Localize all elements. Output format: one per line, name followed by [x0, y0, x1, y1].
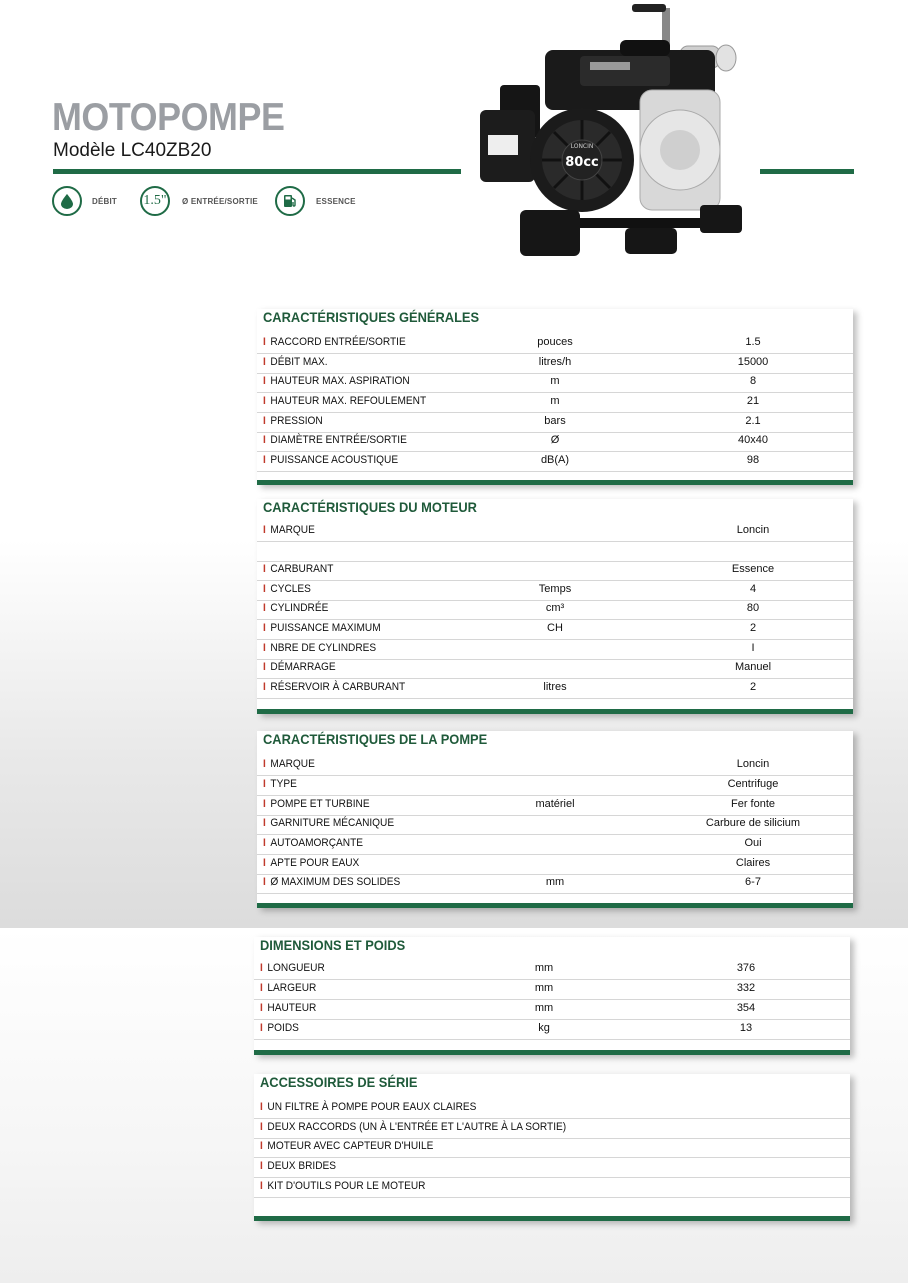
spec-unit: matériel: [535, 798, 575, 810]
spec-label: [260, 1002, 316, 1014]
spec-unit: mm: [534, 982, 554, 994]
spec-row: [254, 959, 850, 980]
spec-label: [263, 602, 328, 614]
spec-row: [254, 999, 850, 1020]
bullet-mark: I: [263, 563, 266, 575]
spec-value: Fer fonte: [730, 798, 776, 810]
spec-unit: cm³: [545, 602, 565, 614]
bullet-mark: I: [263, 434, 266, 446]
diameter-icon: [140, 186, 170, 216]
bullet-mark: I: [263, 681, 266, 693]
spec-label-text: DÉBIT MAX.: [270, 356, 328, 368]
spec-row: [257, 873, 853, 894]
bullet-mark: I: [260, 1101, 263, 1113]
spec-row: [257, 372, 853, 393]
header-rule-right: [760, 169, 854, 174]
spec-label-text: PUISSANCE ACOUSTIQUE: [270, 454, 399, 466]
spec-value: Loncin: [736, 524, 770, 536]
spec-label-text: CARBURANT: [270, 563, 334, 575]
spec-row: [257, 678, 853, 699]
spec-label: [263, 583, 311, 595]
spec-row: [254, 1157, 850, 1178]
spec-label-text: POIDS: [267, 1022, 299, 1034]
spec-unit: mm: [545, 876, 565, 888]
spec-row: [257, 541, 853, 562]
spec-label-text: MOTEUR AVEC CAPTEUR D'HUILE: [267, 1140, 434, 1152]
spec-label: [263, 642, 376, 654]
spec-label: [263, 454, 398, 466]
spec-label-text: GARNITURE MÉCANIQUE: [270, 817, 395, 829]
bullet-mark: I: [263, 602, 266, 614]
section-footer-bar: [254, 1050, 850, 1055]
spec-row: [254, 1098, 850, 1119]
section-title: ACCESSOIRES DE SÉRIE: [260, 1074, 418, 1090]
spec-label: [263, 837, 363, 849]
spec-value: 4: [749, 583, 757, 595]
spec-label: [263, 563, 333, 575]
spec-label: [263, 817, 394, 829]
spec-row: [257, 755, 853, 776]
spec-row: [257, 431, 853, 452]
spec-label-text: HAUTEUR: [267, 1002, 317, 1014]
spec-label: [260, 1140, 433, 1152]
spec-row: [254, 1137, 850, 1158]
spec-label-text: KIT D'OUTILS POUR LE MOTEUR: [267, 1180, 426, 1192]
bullet-mark: I: [263, 661, 266, 673]
spec-value: 1.5: [745, 336, 761, 348]
spec-label: [263, 778, 297, 790]
spec-label: [263, 758, 315, 770]
spec-label: [263, 375, 410, 387]
spec-unit: Ø: [550, 434, 560, 446]
spec-value: 98: [746, 454, 760, 466]
spec-label: [260, 962, 325, 974]
spec-label: [260, 1160, 336, 1172]
spec-value: 376: [736, 962, 756, 974]
spec-label: [263, 356, 328, 368]
fuel-pump-icon: [275, 186, 305, 216]
bullet-mark: I: [263, 837, 266, 849]
spec-row: [257, 392, 853, 413]
spec-label-text: AUTOAMORÇANTE: [270, 837, 364, 849]
bullet-mark: I: [263, 817, 266, 829]
spec-row: [257, 521, 853, 542]
spec-row: [254, 1019, 850, 1040]
spec-label: [260, 1180, 425, 1192]
spec-value: 21: [746, 395, 760, 407]
spec-value: 332: [736, 982, 756, 994]
spec-unit: m: [550, 375, 560, 387]
bullet-mark: I: [260, 1002, 263, 1014]
section-footer-bar: [257, 709, 853, 714]
spec-row: [254, 1177, 850, 1198]
spec-value: Oui: [744, 837, 762, 849]
bullet-mark: I: [263, 758, 266, 770]
spec-label: [263, 524, 315, 536]
spec-unit: dB(A): [540, 454, 570, 466]
spec-label: [263, 661, 336, 673]
section-pump: [257, 731, 853, 908]
section-accessories: [254, 1074, 850, 1221]
spec-label-text: LONGUEUR: [267, 962, 325, 974]
spec-label: [263, 857, 359, 869]
spec-unit: CH: [547, 622, 563, 634]
spec-value: Carbure de silicium: [705, 817, 801, 829]
spec-unit: bars: [544, 415, 566, 427]
spec-label-text: DIAMÈTRE ENTRÉE/SORTIE: [270, 434, 407, 446]
spec-row: [257, 412, 853, 433]
model-name: Modèle LC40ZB20: [53, 140, 212, 161]
page-title: MOTOPOMPE: [52, 96, 285, 139]
spec-label-text: DEUX RACCORDS (UN À L'ENTRÉE ET L'AUTRE À LA SORTIE): [267, 1121, 567, 1133]
diameter-icon-text: 1.5": [143, 193, 167, 208]
spec-unit: mm: [534, 962, 554, 974]
spec-value: 40x40: [738, 434, 768, 446]
section-title: CARACTÉRISTIQUES DE LA POMPE: [263, 731, 488, 747]
feature-label-diameter: Ø ENTRÉE/SORTIE: [182, 197, 258, 206]
spec-value: Manuel: [734, 661, 772, 673]
water-drop-icon: [52, 186, 82, 216]
section-engine: [257, 499, 853, 714]
bullet-mark: I: [260, 1160, 263, 1172]
spec-row: [257, 333, 853, 354]
spec-row: [257, 451, 853, 472]
section-footer-bar: [254, 1216, 850, 1221]
bullet-mark: I: [263, 876, 266, 888]
spec-label: [260, 1101, 476, 1113]
spec-unit: mm: [534, 1002, 554, 1014]
spec-row: [257, 775, 853, 796]
section-dimensions: [254, 937, 850, 1055]
bullet-mark: I: [263, 454, 266, 466]
bullet-mark: I: [263, 524, 266, 536]
section-footer-bar: [257, 480, 853, 485]
bullet-mark: I: [260, 1180, 263, 1192]
spec-row: [257, 580, 853, 601]
spec-label-text: Ø MAXIMUM DES SOLIDES: [270, 876, 401, 888]
bullet-mark: I: [263, 395, 266, 407]
spec-label: [263, 681, 405, 693]
spec-label: [260, 1121, 566, 1133]
motor-pump-image: [470, 0, 760, 262]
spec-value: 8: [749, 375, 757, 387]
spec-row: [257, 560, 853, 581]
bullet-mark: I: [260, 1022, 263, 1034]
spec-value: Essence: [731, 563, 775, 575]
spec-value: I: [751, 642, 755, 654]
spec-label-text: RACCORD ENTRÉE/SORTIE: [270, 336, 406, 348]
spec-value: 13: [739, 1022, 753, 1034]
spec-label: [263, 336, 406, 348]
spec-value: 354: [736, 1002, 756, 1014]
spec-label-text: HAUTEUR MAX. REFOULEMENT: [270, 395, 427, 407]
spec-unit: pouces: [537, 336, 573, 348]
spec-value: Claires: [735, 857, 771, 869]
section-title: CARACTÉRISTIQUES DU MOTEUR: [263, 499, 477, 515]
spec-value: 80: [746, 602, 760, 614]
spec-value: 2: [749, 622, 757, 634]
section-general: [257, 309, 853, 485]
bullet-mark: I: [263, 356, 266, 368]
spec-row: [257, 854, 853, 875]
spec-label: [263, 434, 407, 446]
spec-label-text: UN FILTRE À POMPE POUR EAUX CLAIRES: [267, 1101, 477, 1113]
spec-row: [257, 353, 853, 374]
bullet-mark: I: [263, 336, 266, 348]
spec-label-text: CYLINDRÉE: [270, 602, 329, 614]
spec-label-text: NBRE DE CYLINDRES: [270, 642, 377, 654]
spec-unit: litres: [543, 681, 567, 693]
spec-value: 15000: [737, 356, 769, 368]
spec-row: [257, 599, 853, 620]
spec-label-text: HAUTEUR MAX. ASPIRATION: [270, 375, 410, 387]
spec-row: [257, 795, 853, 816]
bullet-mark: I: [260, 982, 263, 994]
spec-value: 2: [749, 681, 757, 693]
bullet-mark: I: [263, 778, 266, 790]
spec-unit: Temps: [538, 583, 572, 595]
bullet-mark: I: [263, 798, 266, 810]
spec-row: [254, 1118, 850, 1139]
spec-value: 2.1: [745, 415, 761, 427]
spec-row: [257, 619, 853, 640]
bullet-mark: I: [263, 415, 266, 427]
bullet-mark: I: [263, 857, 266, 869]
spec-unit: kg: [538, 1022, 550, 1034]
spec-label: [260, 1022, 299, 1034]
spec-label: [260, 982, 316, 994]
section-footer-bar: [257, 903, 853, 908]
header-rule-left: [53, 169, 461, 174]
spec-label: [263, 876, 400, 888]
section-title: DIMENSIONS ET POIDS: [260, 937, 406, 953]
spec-label-text: DEUX BRIDES: [267, 1160, 337, 1172]
spec-label-text: DÉMARRAGE: [270, 661, 336, 673]
spec-value: Centrifuge: [727, 778, 779, 790]
spec-row: [257, 658, 853, 679]
spec-label-text: CYCLES: [270, 583, 311, 595]
spec-value: 6-7: [745, 876, 761, 888]
spec-row: [257, 834, 853, 855]
spec-label: [263, 415, 323, 427]
spec-unit: litres/h: [538, 356, 572, 368]
feature-label-essence: ESSENCE: [316, 197, 356, 206]
spec-label-text: POMPE ET TURBINE: [270, 798, 370, 810]
spec-label-text: LARGEUR: [267, 982, 317, 994]
spec-label-text: RÉSERVOIR À CARBURANT: [270, 681, 406, 693]
bullet-mark: I: [263, 375, 266, 387]
section-title: CARACTÉRISTIQUES GÉNÉRALES: [263, 309, 480, 325]
bullet-mark: I: [260, 1121, 263, 1133]
bullet-mark: I: [263, 583, 266, 595]
spec-value: Loncin: [736, 758, 770, 770]
spec-unit: m: [550, 395, 560, 407]
spec-label: [263, 798, 370, 810]
spec-row: [257, 814, 853, 835]
bullet-mark: I: [260, 962, 263, 974]
spec-label-text: TYPE: [270, 778, 297, 790]
spec-label-text: PUISSANCE MAXIMUM: [270, 622, 381, 634]
spec-label-text: MARQUE: [270, 524, 315, 536]
feature-label-debit: DÉBIT: [92, 197, 117, 206]
brand-badge: LONCIN: [570, 143, 594, 150]
spec-row: [254, 979, 850, 1000]
bullet-mark: I: [263, 642, 266, 654]
spec-label-text: MARQUE: [270, 758, 315, 770]
bullet-mark: I: [263, 622, 266, 634]
spec-label: [263, 622, 381, 634]
bullet-mark: I: [260, 1140, 263, 1152]
spec-label: [263, 395, 426, 407]
spec-row: [257, 639, 853, 660]
engine-badge: 80cc: [565, 155, 599, 170]
spec-label-text: PRESSION: [270, 415, 323, 427]
spec-label-text: APTE POUR EAUX: [270, 857, 360, 869]
